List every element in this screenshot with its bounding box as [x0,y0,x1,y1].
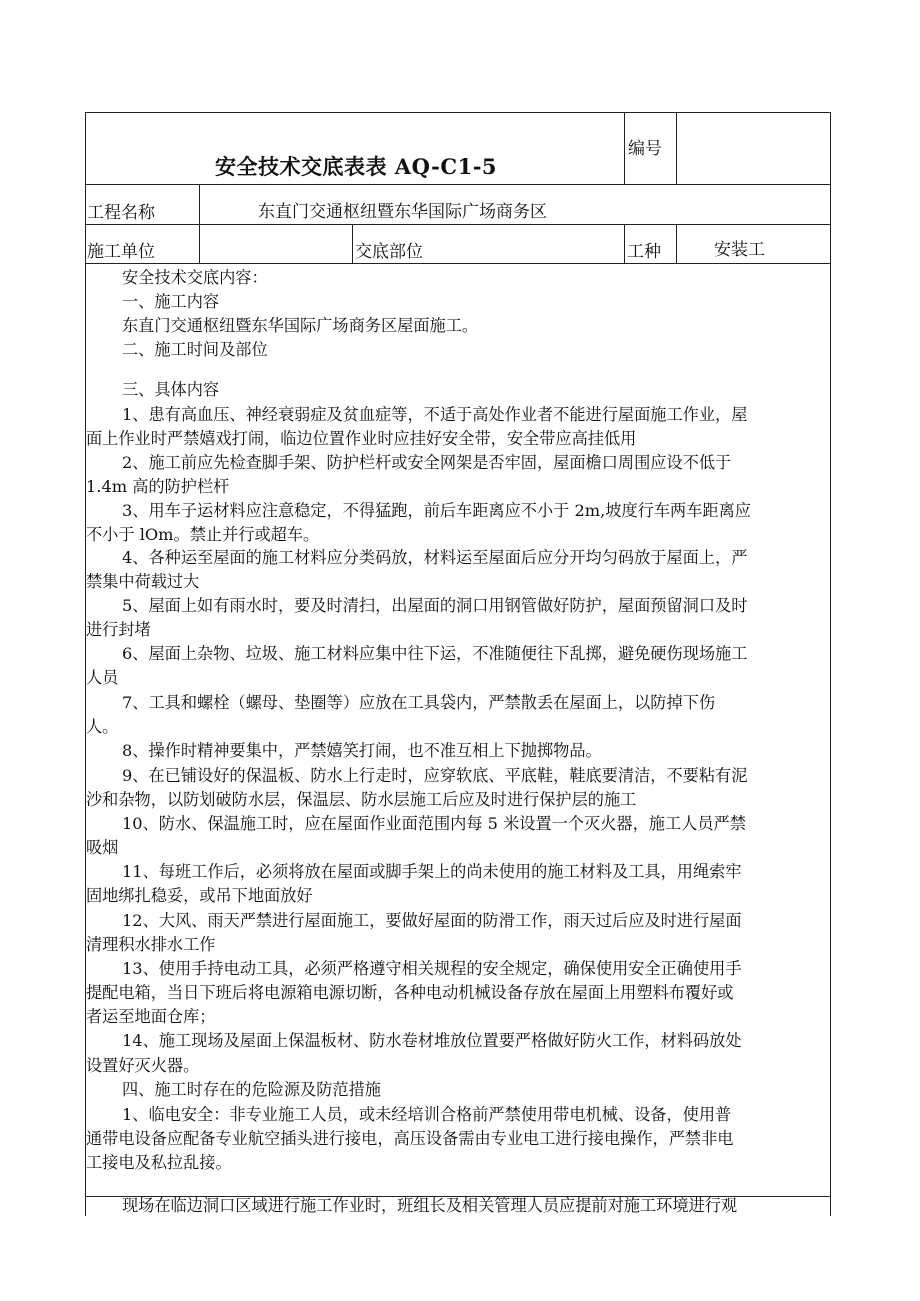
number-cell-left [624,112,625,184]
content-line: 吸烟 [86,838,119,857]
content-line: 东直门交通枢纽暨东华国际广场商务区屋面施工。 [122,316,479,335]
table-right-border [830,112,831,1216]
content-line: 禁集中荷载过大 [86,572,200,591]
number-cell-divider [676,112,677,184]
name-row-bottom [85,224,831,225]
content-line: 13、使用手持电动工具，必须严格遵守相关规程的安全规定，确保使用安全正确使用手 [122,959,742,978]
project-name-value: 东直门交通枢纽暨东华国际广场商务区 [258,202,547,222]
content-line: 固地绑扎稳妥，或吊下地面放好 [86,886,313,905]
content-line: 二、施工时间及部位 [122,340,268,359]
content-line: 2、施工前应先检查脚手架、防护栏杆或安全网架是否牢固，屋面檐口周围应设不低于 [122,453,732,472]
content-line: 1.4m 高的防护栏杆 [86,477,230,496]
content-line: 7、工具和螺栓（螺母、垫圈等）应放在工具袋内，严禁散丢在屋面上，以防掉下伤 [122,693,716,712]
content-line: 9、在已铺设好的保温板、防水上行走时，应穿软底、平底鞋，鞋底要清洁，不要粘有泥 [122,766,748,785]
name-label-divider [199,184,200,263]
content-line: 10、防水、保温施工时，应在屋面作业面范围内每 5 米设置一个灭火器，施工人员严禁 [122,814,746,833]
content-line: 面上作业时严禁嬉戏打闹，临边位置作业时应挂好安全带，安全带应高挂低用 [86,429,637,448]
trade-label-divider-left [624,224,625,263]
content-line: 清理积水排水工作 [86,935,216,954]
content-line: 1、患有高血压、神经衰弱症及贫血症等，不适于高处作业者不能进行屋面施工作业，屋 [122,405,748,424]
content-line: 1、临电安全：非专业施工人员，或未经培训合格前严禁使用带电机械、设备，使用普 [122,1105,732,1124]
trade-value: 安装工 [714,240,765,260]
part-label-divider [352,224,353,263]
title-row-bottom [85,184,831,185]
content-line: 设置好灭火器。 [86,1056,200,1075]
content-line: 人员 [86,668,119,687]
content-line: 不小于 lOm。禁止并行或超车。 [86,525,320,544]
table-top-border [85,112,831,113]
content-line: 沙和杂物，以防划破防水层，保温层、防水层施工后应及时进行保护层的施工 [86,790,637,809]
content-line: 四、施工时存在的危险源及防范措施 [122,1080,381,1099]
content-line: 人。 [86,717,119,736]
content-line: 11、每班工作后，必须将放在屋面或脚手架上的尚未使用的施工材料及工具，用绳索牢 [122,862,742,881]
content-line: 5、屋面上如有雨水时，要及时清扫，出屋面的洞口用钢管做好防护，屋面预留洞口及时 [122,596,748,615]
trade-label: 工种 [627,242,661,262]
content-line: 安全技术交底内容： [122,268,268,287]
content-line: 8、操作时精神要集中，严禁嬉笑打闹，也不准互相上下抛掷物品。 [122,741,602,760]
page-title: 安全技术交底表表 AQ-C1-5 [215,154,498,179]
content-line: 提配电箱，当日下班后将电源箱电源切断，各种电动机械设备存放在屋面上用塑料布覆好或 [86,983,734,1002]
content-line: 现场在临边洞口区域进行施工作业时，班组长及相关管理人员应提前对施工环境进行观 [122,1196,738,1215]
number-label: 编号 [628,139,662,159]
table-left-border [85,112,86,1216]
trade-label-divider-right [676,224,677,263]
unit-row-bottom [85,263,831,264]
content-line: 进行封堵 [86,620,151,639]
content-line: 14、施工现场及屋面上保温板材、防水卷材堆放位置要严格做好防火工作，材料码放处 [122,1031,742,1050]
content-line: 者运至地面仓库； [86,1007,216,1026]
content-line: 三、具体内容 [122,380,220,399]
content-line: 6、屋面上杂物、垃圾、施工材料应集中往下运，不准随便往下乱掷，避免硬伤现场施工 [122,644,748,663]
handover-part-label: 交底部位 [355,242,423,262]
content-line: 通带电设备应配备专业航空插头进行接电，高压设备需由专业电工进行接电操作，严禁非电 [86,1129,734,1148]
content-line: 3、用车子运材料应注意稳定，不得猛跑，前后车距离应不小于 2m,坡度行车两车距离应 [122,501,751,520]
content-line: 12、大风、雨天严禁进行屋面施工，要做好屋面的防滑工作，雨天过后应及时进行屋面 [122,911,742,930]
content-line: 工接电及私拉乱接。 [86,1153,232,1172]
construction-unit-label: 施工单位 [87,242,155,262]
project-name-label: 工程名称 [87,203,155,223]
content-line: 4、各种运至屋面的施工材料应分类码放，材料运至屋面后应分开均匀码放于屋面上，严 [122,548,748,567]
content-line: 一、施工内容 [122,292,220,311]
